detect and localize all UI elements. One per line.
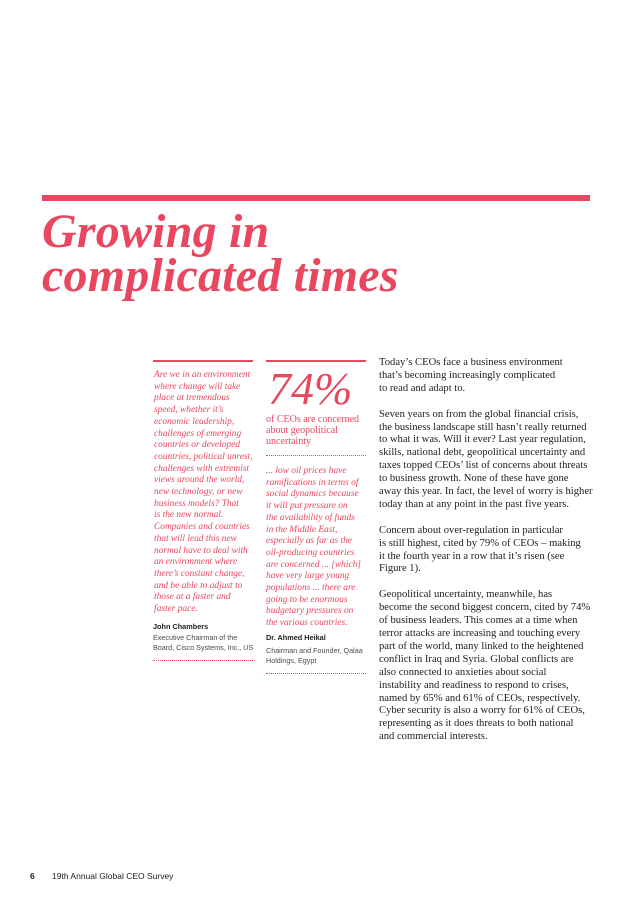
body-paragraph: [379, 409, 594, 512]
dotted-divider: [266, 673, 366, 674]
body-line: named by 65% and 61% of CEOs, respectively.: [379, 692, 581, 704]
body-line: skills, national debt, geopolitical uncertainty and: [379, 447, 586, 459]
dotted-divider: [153, 660, 253, 661]
quote-speaker-name: Dr. Ahmed Heikal: [266, 633, 326, 642]
quote-line: it will put pressure on: [266, 501, 348, 512]
quote-line: populations ... there are: [266, 583, 356, 594]
quote-line: Are we in an environment: [154, 370, 251, 380]
quote-speaker-name: John Chambers: [153, 622, 209, 631]
body-line: Concern about over-regulation in particular: [379, 524, 563, 536]
body-line: instability and readiness to respond to crises,: [379, 679, 569, 691]
speaker-title-line: Executive Chairman of the: [153, 633, 238, 642]
quote-line: social dynamics because: [266, 489, 359, 500]
dotted-divider: [266, 455, 366, 456]
quote-line: new technology, or new: [154, 487, 243, 498]
body-line: to business growth. None of these have gone: [379, 473, 569, 485]
quote-line: where change will take: [154, 381, 241, 392]
stat-caption: [266, 414, 366, 447]
speaker-title-line: Chairman and Founder, Qalaa: [266, 646, 363, 655]
quote-line: are concerned ... [which]: [266, 559, 361, 570]
quote-speaker-title: [153, 633, 257, 653]
quote-line: oil-producing countries: [266, 547, 355, 558]
body-line: of business leaders. This comes at a time when: [379, 615, 578, 627]
quote-line: budgetary pressures on: [266, 606, 354, 617]
stat-caption-line: uncertainty: [266, 436, 311, 447]
quote-line: especially as far as the: [266, 536, 352, 547]
body-line: that’s becoming increasingly complicated: [379, 369, 556, 381]
quote-line: normal have to deal with: [154, 545, 248, 556]
quote-line: economic leadership,: [154, 416, 235, 427]
body-line: away this year. In fact, the level of worry is higher: [379, 486, 593, 498]
body-line: to read and adapt to.: [379, 382, 466, 394]
stat-value: 74%: [268, 363, 353, 414]
quote-top-rule: [153, 360, 253, 362]
quote-line: Companies and countries: [154, 522, 250, 533]
body-line: Figure 1).: [379, 563, 421, 575]
body-line: terror attacks are increasing and touching every: [379, 627, 581, 639]
quote-speaker-title: [266, 646, 370, 666]
pull-quote-heikal: [266, 466, 366, 630]
body-line: also connected to anxieties about social: [379, 666, 547, 678]
speaker-title-line: Holdings, Egypt: [266, 656, 317, 665]
quote-line: is the new normal.: [154, 510, 224, 521]
quote-line: the various countries.: [266, 618, 348, 629]
body-line: part of the world, many linked to the heightened: [379, 640, 584, 652]
quote-line: there’s constant change,: [154, 568, 245, 579]
quote-line: speed, whether it’s: [154, 405, 224, 416]
quote-line: have very large young: [266, 571, 350, 582]
quote-line: place at tremendous: [154, 393, 230, 404]
pull-quote-chambers: [154, 370, 254, 616]
quote-line: going to be enormous: [266, 594, 348, 605]
publication-title: 19th Annual Global CEO Survey: [52, 871, 174, 881]
stat-caption-line: of CEOs are concerned: [266, 414, 360, 425]
body-line: become the second biggest concern, cited by 74%: [379, 602, 591, 614]
quote-line: business models? That: [154, 498, 239, 509]
speaker-title-line: Board, Cisco Systems, Inc., US: [153, 643, 254, 652]
quote-line: ramifications in terms of: [266, 477, 359, 488]
stat-top-rule: [266, 360, 366, 362]
body-line: conflict in Iraq and Syria. Global conflicts are: [379, 653, 574, 665]
quote-line: those at a faster and: [154, 592, 231, 603]
body-line: representing as it does threats to both national: [379, 718, 574, 730]
quote-line: and be able to adjust to: [154, 580, 243, 591]
body-line: taxes topped CEOs’ list of concerns about threats: [379, 460, 588, 472]
body-line: it the fourth year in a row that it’s risen (see: [379, 550, 565, 562]
quote-line: challenges with extremist: [154, 463, 249, 474]
quote-line: ... low oil prices have: [266, 466, 347, 476]
heading-line: complicated times: [42, 249, 399, 302]
page-heading: [42, 205, 399, 302]
body-line: Today’s CEOs face a business environment: [379, 357, 563, 368]
quote-line: challenges of emerging: [154, 428, 242, 439]
quote-line: the availability of funds: [266, 512, 355, 523]
body-paragraph: [379, 357, 594, 396]
stat-caption-line: about geopolitical: [266, 425, 338, 436]
body-line: and commercial interests.: [379, 731, 488, 743]
body-text: [379, 357, 594, 744]
body-line: Geopolitical uncertainty, meanwhile, has: [379, 589, 553, 601]
body-line: the business landscape still hasn’t really returned: [379, 421, 587, 433]
body-line: today than at any point in the past five years.: [379, 498, 570, 510]
body-line: is still highest, cited by 79% of CEOs – making: [379, 537, 581, 549]
body-line: Seven years on from the global financial crisis,: [379, 408, 579, 420]
body-line: Cyber security is also a worry for 61% of CEOs,: [379, 705, 585, 717]
heading-line: Growing in: [42, 205, 270, 258]
quote-line: countries or developed: [154, 440, 240, 451]
heading-accent-bar: [42, 195, 590, 201]
quote-line: countries, political unrest,: [154, 451, 253, 462]
body-line: to what it was. Will it ever? Last year regulation,: [379, 434, 586, 446]
quote-line: that will lead this new: [154, 533, 237, 544]
quote-line: an environment where: [154, 557, 238, 568]
quote-line: views around the world,: [154, 475, 245, 486]
quote-line: in the Middle East,: [266, 524, 338, 535]
body-paragraph: [379, 589, 594, 744]
page-number: 6: [30, 871, 35, 881]
quote-line: faster pace.: [154, 604, 198, 615]
body-paragraph: [379, 525, 594, 577]
